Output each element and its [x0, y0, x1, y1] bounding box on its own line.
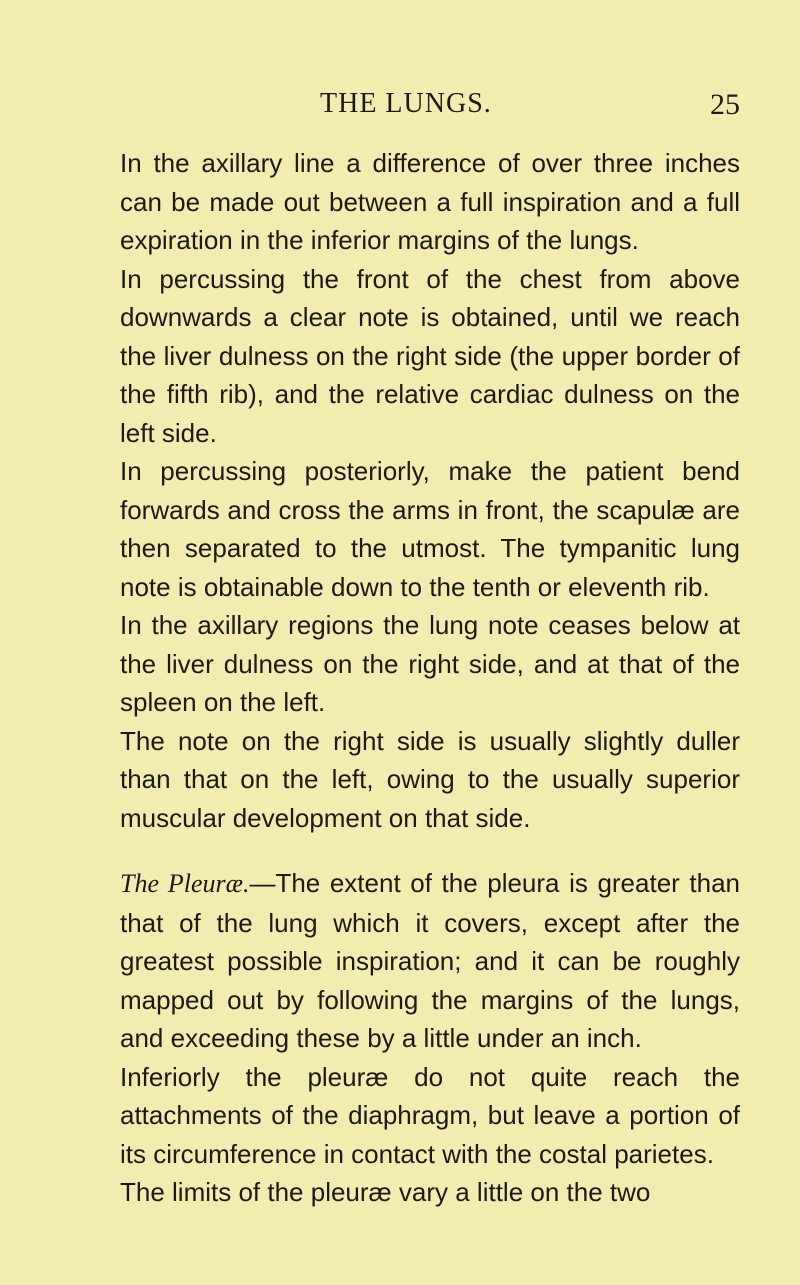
paragraph-right-side-note: The note on the right side is usually slightly duller than that on the left, owing to the usually superior muscular development on that side.: [120, 725, 740, 833]
running-title: THE LUNGS.: [320, 88, 492, 119]
paragraph-axillary-line: In the axillary line a difference of over three inches can be made out between a full inspiration and a full expiration in the inferior margins of the lungs.: [120, 148, 740, 255]
paragraph-limits: The limits of the pleuræ vary a little on the two: [120, 1177, 651, 1207]
paragraph-percussing-posteriorly: In percussing posteriorly, make the patient bend forwards and cross the arms in front, the scapulæ are then separated to the utmost. The tympanitic lung note is obtainable down to the tenth or eleventh rib.: [120, 456, 740, 602]
paragraph-percussing-front: In percussing the front of the chest from above downwards a clear note is obtained, until we reach the liver dulness on the right side (the upper border of the fifth rib), and the relative cardiac dulness on the left side.: [120, 263, 740, 448]
pleurae-lead-text: —The extent of the pleura is greater than that of the lung which it covers, except after the greatest possible inspiration; and it can be roughly mapped out by following the margins of the lungs, and exceeding these by a little under an inch.: [120, 868, 740, 1053]
body-text: [120, 144, 740, 1212]
paragraph-inferiorly: Inferiorly the pleuræ do not quite reach the attachments of the diaphragm, but leave a portion of its circumference in contact with the costal parietes.: [120, 1061, 740, 1169]
page-number: 25: [710, 88, 740, 121]
paragraph-pleurae: [120, 864, 740, 1058]
section-title-pleurae: The Pleuræ.: [120, 869, 250, 898]
running-head: [120, 88, 740, 128]
paragraph-axillary-regions: In the axillary regions the lung note ceases below at the liver dulness on the right side, and at that of the spleen on the left.: [120, 610, 740, 717]
